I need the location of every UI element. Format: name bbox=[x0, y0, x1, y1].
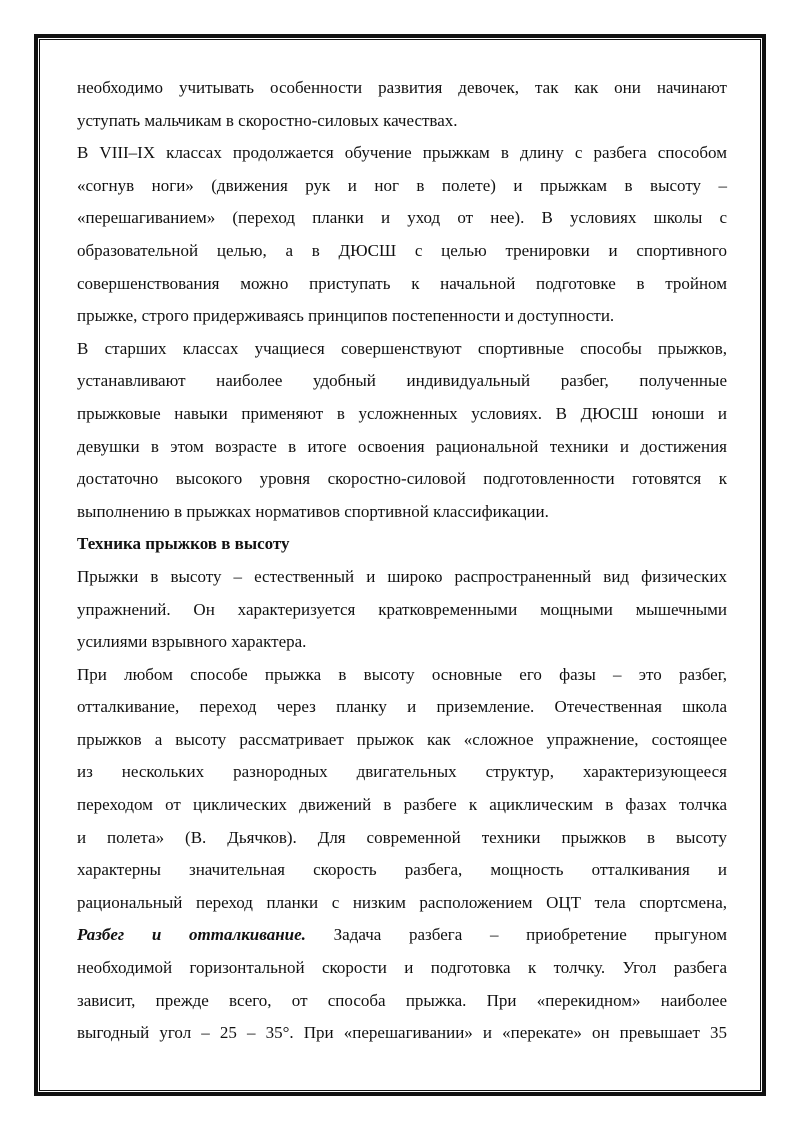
section-heading bbox=[77, 528, 727, 561]
text-line bbox=[77, 105, 727, 138]
text-line bbox=[77, 887, 727, 920]
text-run: «согнув ноги» (движения рук и ног в полете) и прыжкам в высоту – bbox=[77, 175, 727, 195]
text-run: характерны значительная скорость разбега, мощность отталкивания и bbox=[77, 860, 727, 880]
text-run: уступать мальчикам в скоростно-силовых качествах. bbox=[77, 110, 458, 130]
text-run: «перешагиванием» (переход планки и уход от нее). В условиях школы с bbox=[77, 208, 727, 228]
text-line bbox=[77, 1017, 727, 1050]
text-run: девушки в этом возрасте в итоге освоения рациональной техники и достижения bbox=[77, 436, 727, 456]
text-line bbox=[77, 985, 727, 1018]
text-run: из нескольких разнородных двигательных структур, характеризующееся bbox=[77, 762, 727, 782]
text-run: Задача разбега – приобретение прыгуном bbox=[305, 925, 727, 945]
text-line bbox=[77, 268, 727, 301]
text-line bbox=[77, 789, 727, 822]
text-run: В старших классах учащиеся совершенствуют спортивные способы прыжков, bbox=[77, 338, 727, 358]
text-line bbox=[77, 235, 727, 268]
text-line bbox=[77, 496, 727, 529]
text-line bbox=[77, 463, 727, 496]
text-run: Техника прыжков в высоту bbox=[77, 534, 290, 554]
text-line bbox=[77, 202, 727, 235]
text-line bbox=[77, 170, 727, 203]
text-line bbox=[77, 594, 727, 627]
text-run: отталкивание, переход через планку и приземление. Отечественная школа bbox=[77, 697, 727, 717]
text-line bbox=[77, 137, 727, 170]
text-run: образовательной целью, а в ДЮСШ с целью тренировки и спортивного bbox=[77, 240, 727, 260]
text-run: переходом от циклических движений в разбеге к ациклическим в фазах толчка bbox=[77, 795, 727, 815]
text-run: В VIII–IX классах продолжается обучение прыжкам в длину с разбега способом bbox=[77, 143, 727, 163]
text-run: прыжке, строго придерживаясь принципов постепенности и доступности. bbox=[77, 306, 615, 326]
text-line bbox=[77, 952, 727, 985]
text-run: усилиями взрывного характера. bbox=[77, 632, 307, 652]
text-line bbox=[77, 919, 727, 952]
text-run: совершенствования можно приступать к начальной подготовке в тройном bbox=[77, 273, 727, 293]
text-line bbox=[77, 333, 727, 366]
text-run: зависит, прежде всего, от способа прыжка. При «перекидном» наиболее bbox=[77, 990, 727, 1010]
document-body bbox=[77, 72, 727, 1050]
text-run: рациональный переход планки с низким расположением ОЦТ тела спортсмена, bbox=[77, 892, 727, 912]
text-line bbox=[77, 724, 727, 757]
text-run: устанавливают наиболее удобный индивидуальный разбег, полученные bbox=[77, 371, 727, 391]
text-line bbox=[77, 398, 727, 431]
text-run: необходимо учитывать особенности развития девочек, так как они начинают bbox=[77, 78, 727, 97]
text-run: достаточно высокого уровня скоростно-силовой подготовленности готовятся к bbox=[77, 469, 727, 489]
text-line bbox=[77, 365, 727, 398]
text-line bbox=[77, 822, 727, 855]
text-line bbox=[77, 300, 727, 333]
text-run: прыжковые навыки применяют в усложненных условиях. В ДЮСШ юноши и bbox=[77, 403, 727, 423]
text-run: выполнению в прыжках нормативов спортивной классификации. bbox=[77, 501, 549, 521]
text-run: упражнений. Он характеризуется кратковременными мощными мышечными bbox=[77, 599, 727, 619]
text-run: выгодный угол – 25 – 35°. При «перешагивании» и «перекате» он превышает 35 bbox=[77, 1023, 727, 1043]
text-line bbox=[77, 72, 727, 105]
text-line bbox=[77, 659, 727, 692]
text-run: и полета» (В. Дьячков). Для современной техники прыжков в высоту bbox=[77, 827, 727, 847]
text-line bbox=[77, 854, 727, 887]
text-line bbox=[77, 756, 727, 789]
text-line bbox=[77, 431, 727, 464]
text-line bbox=[77, 561, 727, 594]
text-run: При любом способе прыжка в высоту основные его фазы – это разбег, bbox=[77, 664, 727, 684]
text-run: Прыжки в высоту – естественный и широко распространенный вид физических bbox=[77, 566, 727, 586]
text-run: прыжков а высоту рассматривает прыжок как «сложное упражнение, состоящее bbox=[77, 729, 727, 749]
text-run: необходимой горизонтальной скорости и подготовка к толчку. Угол разбега bbox=[77, 958, 727, 978]
text-line bbox=[77, 626, 727, 659]
text-line bbox=[77, 691, 727, 724]
subsection-lead: Разбег и отталкивание. bbox=[77, 925, 306, 945]
